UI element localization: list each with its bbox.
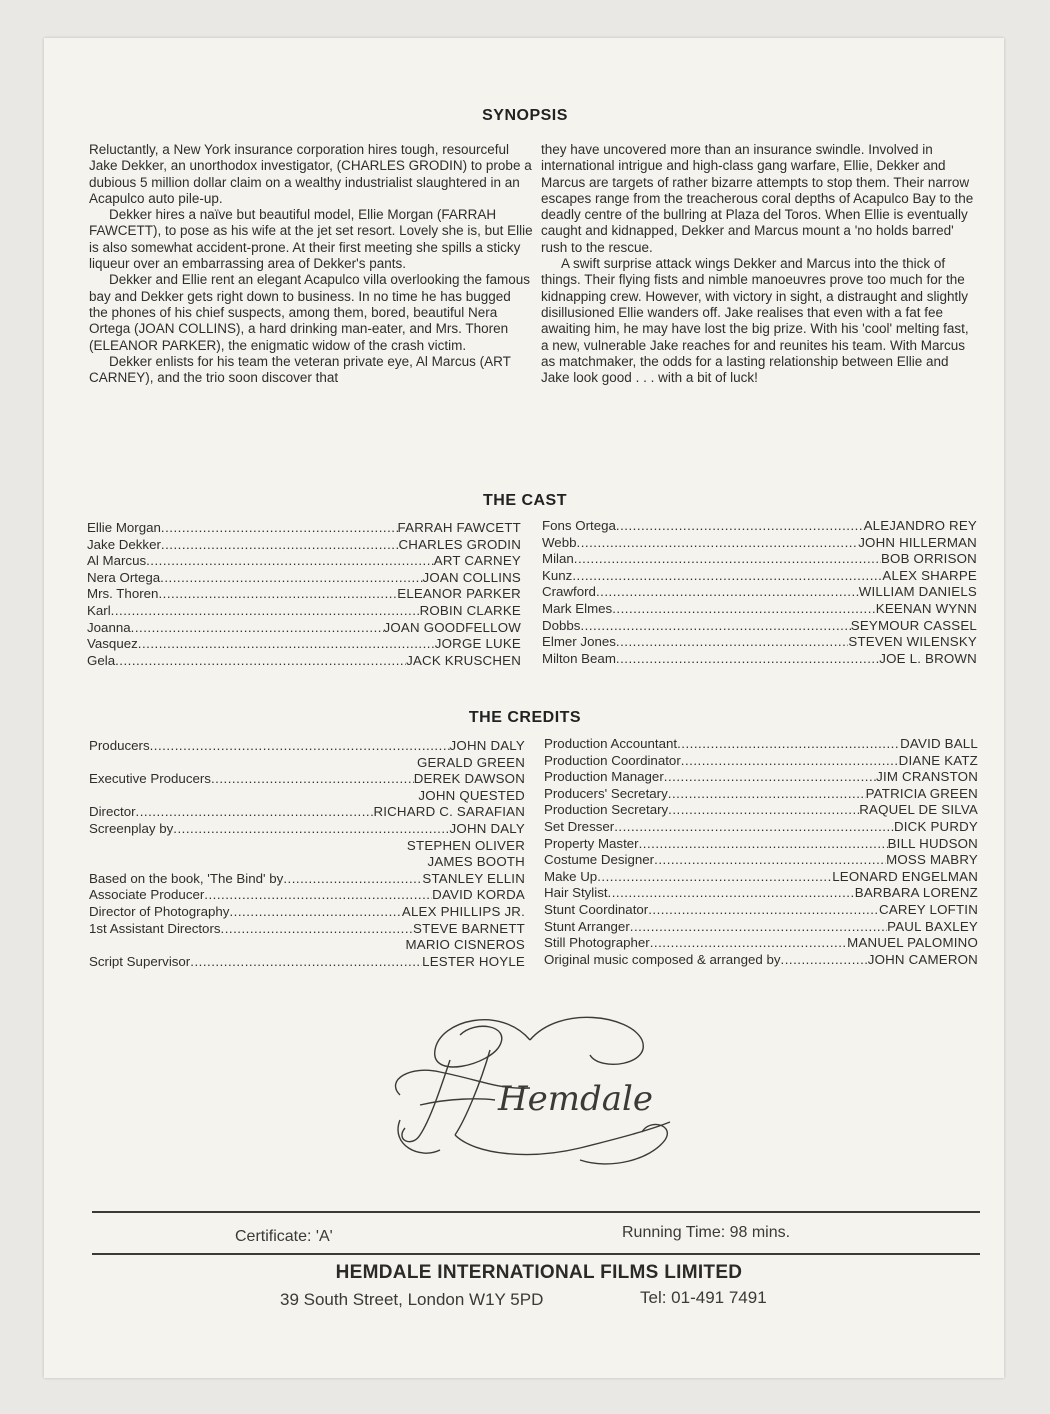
credits-row xyxy=(89,871,525,888)
credits-name: BILL HUDSON xyxy=(887,835,978,851)
dot-leader xyxy=(211,771,414,788)
credits-name: JOHN QUESTED xyxy=(418,787,525,803)
cast-role: Crawford xyxy=(542,584,596,600)
credits-row xyxy=(544,802,978,819)
cast-name: ALEJANDRO REY xyxy=(863,518,977,533)
running-time-label: Running Time: 98 mins. xyxy=(622,1224,791,1241)
dot-leader xyxy=(668,786,866,803)
credits-row xyxy=(544,753,978,770)
credits-role: Director of Photography xyxy=(89,903,230,919)
credits-name: PATRICIA GREEN xyxy=(865,785,978,801)
credits-name: JOHN CAMERON xyxy=(867,951,978,967)
credits-name: MOSS MABRY xyxy=(886,852,978,868)
cast-heading: THE CAST xyxy=(483,492,567,509)
credits-name: STEVE BARNETT xyxy=(413,920,525,936)
cast-row xyxy=(542,634,977,651)
dot-leader xyxy=(221,921,414,938)
credits-row xyxy=(544,952,978,969)
hemdale-logo xyxy=(380,1010,680,1170)
credits-role: Director xyxy=(89,804,136,820)
cast-role: Gela xyxy=(87,652,116,668)
credits-role: Still Photographer xyxy=(544,935,650,951)
credits-row xyxy=(544,919,978,936)
cast-row xyxy=(542,584,977,601)
dot-leader xyxy=(577,535,859,552)
credits-name: LEONARD ENGELMAN xyxy=(832,868,978,884)
dot-leader xyxy=(190,954,422,971)
cast-name: WILLIAM DANIELS xyxy=(858,584,977,600)
credits-name: DICK PURDY xyxy=(893,818,978,834)
credits-role: Screenplay by xyxy=(89,820,174,836)
dot-leader xyxy=(650,935,847,952)
cast-role: Mark Elmes xyxy=(542,600,613,616)
cast-row xyxy=(87,636,521,653)
cast-name: KEENAN WYNN xyxy=(875,600,977,616)
cast-role: Dobbs xyxy=(542,617,581,633)
credits-role: Associate Producer xyxy=(89,887,205,903)
credits-name: LESTER HOYLE xyxy=(422,953,525,969)
company-telephone: Tel: 01-491 7491 xyxy=(640,1288,767,1307)
cast-role: Fons Ortega xyxy=(542,518,616,533)
credits-name: JOHN DALY xyxy=(449,738,525,753)
credits-row xyxy=(89,771,525,788)
credits-row xyxy=(89,838,525,855)
cast-row xyxy=(542,518,977,535)
dot-leader xyxy=(572,568,882,585)
cast-role: Milan xyxy=(542,551,574,567)
dot-leader xyxy=(616,634,848,651)
credits-role: Original music composed & arranged by xyxy=(544,951,781,967)
dot-leader xyxy=(677,736,900,753)
credits-row xyxy=(89,887,525,904)
dot-leader xyxy=(161,537,399,554)
cast-name: JOAN GOODFELLOW xyxy=(383,619,521,635)
credits-name: DAVID BALL xyxy=(900,736,978,751)
logo-wordmark: Hemdale xyxy=(498,1079,654,1119)
credits-row xyxy=(544,852,978,869)
credits-list-left xyxy=(89,738,525,970)
dot-leader xyxy=(283,871,422,888)
credits-role: Executive Producers xyxy=(89,771,211,787)
cast-row xyxy=(87,553,521,570)
credits-name: GERALD GREEN xyxy=(416,754,525,770)
synopsis-heading: SYNOPSIS xyxy=(482,107,568,124)
synopsis-paragraph: they have uncovered more than an insurance swindle. Involved in international intrigue and high-class gang warfare, Ellie, Dekker and Marcus are targets of rather bizarre attempts to stop them. Their narrow escapes range from the treacherous coral depths of Acapulco Bay to the deadly centre of the bullring at Plaza del Toros. When Ellie is eventually caught and kidnapped, Dekker and Marcus mount a 'no holds barred' rush to the rescue. xyxy=(541,142,974,255)
credits-row xyxy=(89,937,525,954)
dot-leader xyxy=(173,821,449,838)
cast-row xyxy=(542,535,977,552)
cast-name: JOE L. BROWN xyxy=(879,650,977,666)
credits-row xyxy=(544,819,978,836)
cast-role: Mrs. Thoren xyxy=(87,586,159,602)
dot-leader xyxy=(630,919,887,936)
cast-role: Joanna xyxy=(87,619,131,635)
credits-list-right xyxy=(544,736,978,968)
cast-role: Jake Dekker xyxy=(87,536,161,552)
dot-leader xyxy=(158,586,397,603)
cast-name: ART CARNEY xyxy=(433,553,521,569)
credits-name: ALEX PHILLIPS JR. xyxy=(401,903,525,919)
dot-leader xyxy=(614,819,894,836)
dot-leader xyxy=(654,852,886,869)
synopsis-right-column xyxy=(541,142,978,386)
credits-row xyxy=(89,738,525,755)
credits-name: DAVID KORDA xyxy=(432,887,525,903)
footer-rule-bottom xyxy=(92,1253,980,1255)
cast-role: Elmer Jones xyxy=(542,634,616,650)
credits-row xyxy=(89,854,525,871)
dot-leader xyxy=(612,601,876,618)
footer-rule-top xyxy=(92,1211,980,1213)
cast-role: Milton Beam xyxy=(542,650,616,666)
credits-role: Production Manager xyxy=(544,769,664,785)
credits-row xyxy=(544,769,978,786)
credits-name: STEPHEN OLIVER xyxy=(406,837,525,853)
credits-name: JIM CRANSTON xyxy=(876,769,978,785)
credits-heading: THE CREDITS xyxy=(468,709,582,726)
credits-name: BARBARA LORENZ xyxy=(854,885,978,901)
credits-name: DEREK DAWSON xyxy=(413,771,525,787)
dot-leader xyxy=(204,887,432,904)
credits-role: Stunt Arranger xyxy=(544,918,630,934)
credits-role: Based on the book, 'The Bind' by xyxy=(89,870,284,886)
credits-role: 1st Assistant Directors xyxy=(89,920,221,936)
cast-name: ALEX SHARPE xyxy=(882,567,977,583)
cast-row xyxy=(87,586,521,603)
credits-row xyxy=(544,902,978,919)
credits-name: STANLEY ELLIN xyxy=(422,870,525,886)
dot-leader xyxy=(138,636,435,653)
dot-leader xyxy=(668,802,859,819)
dot-leader xyxy=(648,902,879,919)
credits-row xyxy=(89,821,525,838)
credits-name: PAUL BAXLEY xyxy=(887,918,978,934)
dot-leader xyxy=(580,618,850,635)
credits-row xyxy=(89,921,525,938)
credits-name: DIANE KATZ xyxy=(898,752,978,768)
credits-role: Property Master xyxy=(544,835,639,851)
credits-name: JOHN DALY xyxy=(449,820,525,836)
credits-row xyxy=(544,885,978,902)
dot-leader xyxy=(150,738,450,755)
dot-leader xyxy=(664,769,876,786)
cast-list-left xyxy=(87,520,521,669)
cast-role: Al Marcus xyxy=(87,553,147,569)
dot-leader xyxy=(596,584,859,601)
dot-leader xyxy=(597,869,832,886)
credits-role: Make Up xyxy=(544,868,598,884)
credits-name: JAMES BOOTH xyxy=(427,854,525,870)
cast-list-right xyxy=(542,518,977,667)
dot-leader xyxy=(136,804,374,821)
cast-row xyxy=(542,601,977,618)
credits-role: Producers xyxy=(89,738,150,753)
credits-row xyxy=(544,736,978,753)
credits-role: Set Dresser xyxy=(544,818,615,834)
credits-row xyxy=(544,786,978,803)
cast-row xyxy=(542,568,977,585)
cast-row xyxy=(87,620,521,637)
dot-leader xyxy=(161,520,398,537)
cast-name: ELEANOR PARKER xyxy=(397,586,521,602)
credits-row xyxy=(89,755,525,772)
cast-row xyxy=(542,551,977,568)
cast-row xyxy=(542,651,977,668)
credits-role: Production Coordinator xyxy=(544,752,681,768)
synopsis-paragraph: Dekker and Ellie rent an elegant Acapulco villa overlooking the famous bay and Dekker gets right down to business. In no time he has bugged the phones of his chief suspects, among them, bored, beautiful Nera Ortega (JOAN COLLINS), a hard drinking man-eater, and Mrs. Thoren (ELEANOR PARKER), the enigmatic widow of the crash victim. xyxy=(89,272,530,353)
credits-name: RICHARD C. SARAFIAN xyxy=(373,804,525,820)
cast-name: JOAN COLLINS xyxy=(422,569,521,585)
cast-name: SEYMOUR CASSEL xyxy=(850,617,977,633)
company-name: HEMDALE INTERNATIONAL FILMS LIMITED xyxy=(335,1262,743,1283)
credits-role: Production Accountant xyxy=(544,736,678,751)
cast-row xyxy=(87,653,521,670)
synopsis-paragraph: A swift surprise attack wings Dekker and Marcus into the thick of things. Their flying fists and nimble manoeuvres prove too much for the kidnapping crew. However, with victory in sight, a distraught and slightly disillusioned Ellie wanders off. Jake realises that even with a fat fee awaiting him, he may have lost the big prize. With his 'cool' melting fast, a new, vulnerable Jake reaches for and reunites his team. With Marcus as matchmaker, the odds for a lasting relationship between Ellie and Jake look good . . . with a bit of luck! xyxy=(541,256,969,386)
credits-row xyxy=(544,869,978,886)
cast-role: Nera Ortega xyxy=(87,569,161,585)
credits-role: Script Supervisor xyxy=(89,953,191,969)
synopsis-paragraph: Dekker enlists for his team the veteran private eye, Al Marcus (ART CARNEY), and the trio soon discover that xyxy=(89,353,511,386)
cast-name: ROBIN CLARKE xyxy=(419,602,521,618)
certificate-label: Certificate: 'A' xyxy=(235,1228,333,1245)
cast-role: Kunz xyxy=(542,567,573,583)
dot-leader xyxy=(608,885,855,902)
credits-role: Production Secretary xyxy=(544,802,669,818)
cast-name: JACK KRUSCHEN xyxy=(406,652,521,668)
credits-row xyxy=(89,788,525,805)
credits-role: Costume Designer xyxy=(544,852,655,868)
cast-row xyxy=(542,618,977,635)
dot-leader xyxy=(111,603,420,620)
credits-name: CAREY LOFTIN xyxy=(879,901,978,917)
cast-name: STEVEN WILENSKY xyxy=(848,634,977,650)
synopsis-paragraph: Reluctantly, a New York insurance corporation hires tough, resourceful Jake Dekker, an unorthodox investigator, (CHARLES GRODIN) to probe a dubious 5 million dollar claim on a wealthy industrialist slaughtered in an Acapulco auto pile-up. xyxy=(89,142,532,206)
credits-row xyxy=(544,836,978,853)
cast-name: BOB ORRISON xyxy=(880,551,977,567)
cast-row xyxy=(87,603,521,620)
dot-leader xyxy=(639,836,888,853)
credits-role: Producers' Secretary xyxy=(544,785,668,801)
credits-row xyxy=(89,954,525,971)
dot-leader xyxy=(616,518,864,535)
cast-name: CHARLES GRODIN xyxy=(398,536,521,552)
dot-leader xyxy=(616,651,879,668)
credits-role: Hair Stylist xyxy=(544,885,608,901)
dot-leader xyxy=(160,570,422,587)
synopsis-paragraph: Dekker hires a naïve but beautiful model, Ellie Morgan (FARRAH FAWCETT), to pose as his wife at the jet set resort. Lovely she is, but Ellie is also somewhat accident-prone. At their first meeting she spills a sticky liqueur over an embarrassing area of Dekker's pants. xyxy=(89,207,533,272)
credits-name: RAQUEL DE SILVA xyxy=(859,802,978,818)
credits-row xyxy=(544,935,978,952)
cast-row xyxy=(87,520,521,537)
cast-role: Ellie Morgan xyxy=(87,520,161,535)
cast-name: FARRAH FAWCETT xyxy=(397,520,521,535)
credits-name: MANUEL PALOMINO xyxy=(847,935,978,951)
cast-role: Karl xyxy=(87,602,111,618)
dot-leader xyxy=(229,904,401,921)
dot-leader xyxy=(115,653,406,670)
credits-name: MARIO CISNEROS xyxy=(405,937,525,953)
dot-leader xyxy=(781,952,868,969)
company-address: 39 South Street, London W1Y 5PD xyxy=(280,1290,544,1309)
dot-leader xyxy=(146,553,434,570)
credits-row xyxy=(89,904,525,921)
dot-leader xyxy=(131,620,384,637)
dot-leader xyxy=(681,753,899,770)
cast-name: JOHN HILLERMAN xyxy=(858,534,977,550)
cast-role: Webb xyxy=(542,534,577,550)
credits-role: Stunt Coordinator xyxy=(544,901,649,917)
cast-role: Vasquez xyxy=(87,636,138,652)
dot-leader xyxy=(574,551,881,568)
cast-row xyxy=(87,570,521,587)
synopsis-left-column xyxy=(89,142,533,386)
cast-row xyxy=(87,537,521,554)
credits-row xyxy=(89,804,525,821)
cast-name: JORGE LUKE xyxy=(434,636,521,652)
